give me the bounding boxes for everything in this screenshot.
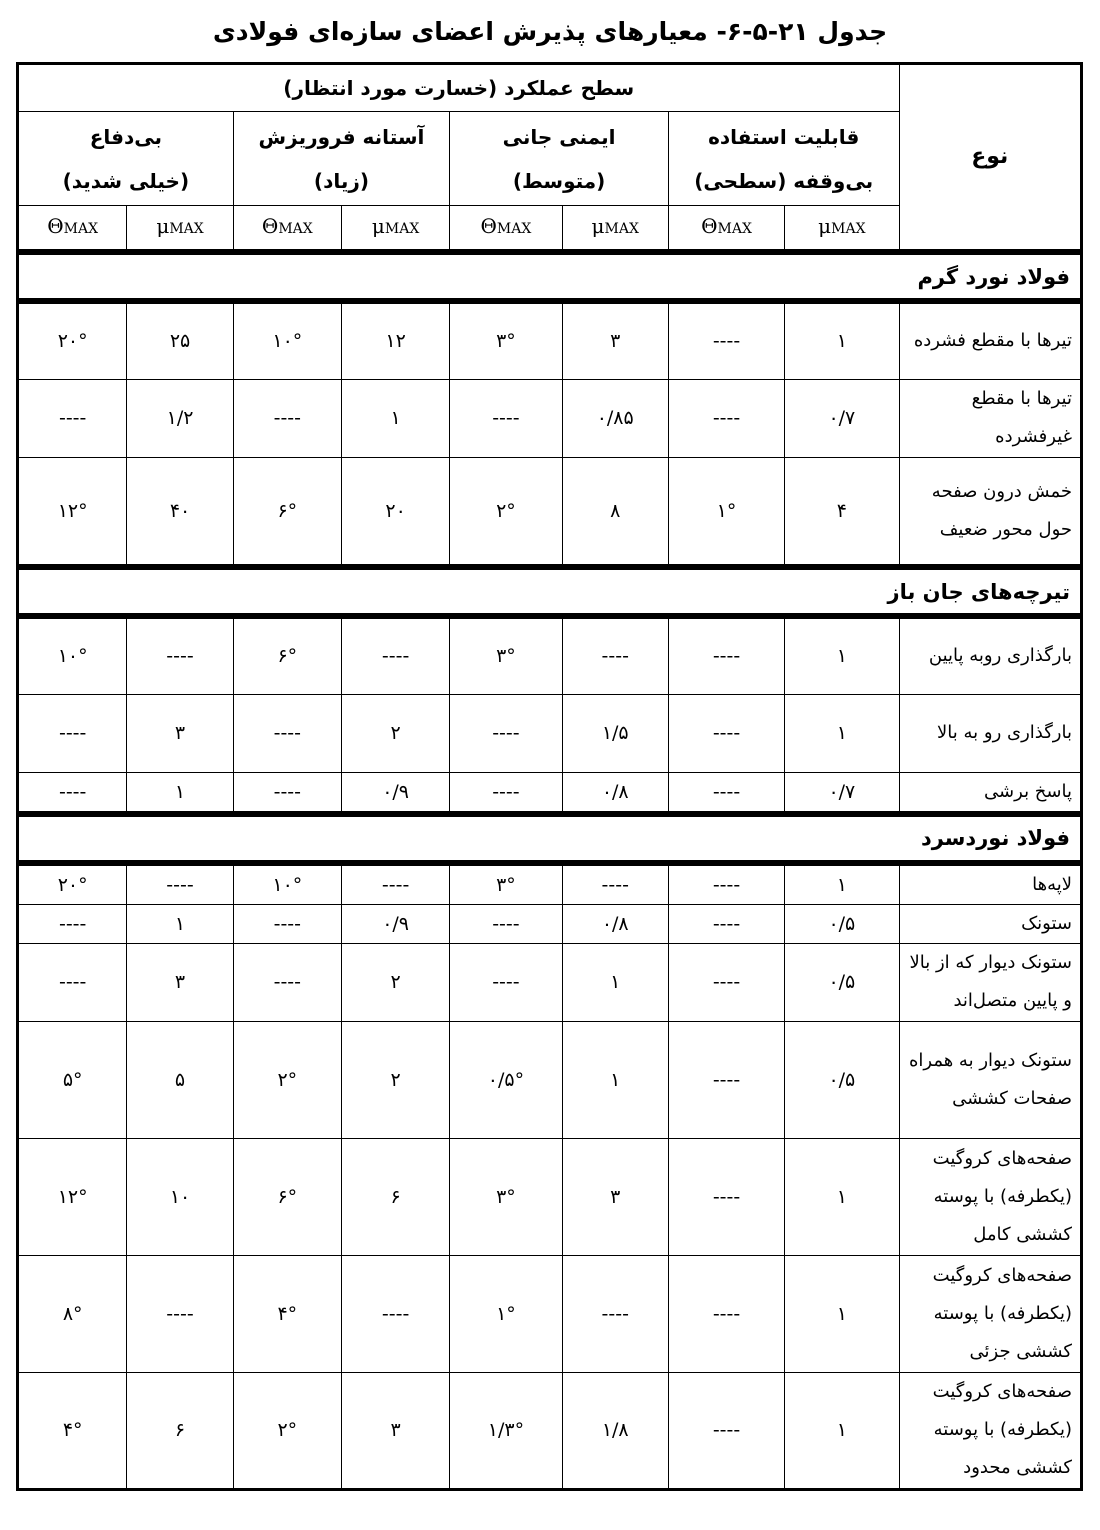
mu-max-cell: ۸ xyxy=(562,457,668,567)
theta-max-header: ΘMAX xyxy=(18,206,127,253)
member-type-cell: تیرها با مقطع فشرده xyxy=(899,301,1082,379)
theta-max-cell: ---- xyxy=(668,1021,784,1138)
table-row xyxy=(18,1138,1082,1255)
performance-level-header: سطح عملکرد (خسارت مورد انتظار) xyxy=(18,64,900,112)
theta-max-cell: ---- xyxy=(18,943,127,1021)
theta-max-cell: ---- xyxy=(450,943,562,1021)
type-header: نوع xyxy=(899,64,1082,253)
theta-max-cell: ۲° xyxy=(233,1021,341,1138)
section-title: فولاد نورد گرم xyxy=(18,252,1082,301)
mu-max-cell: ۲ xyxy=(341,1021,449,1138)
mu-max-header: μMAX xyxy=(785,206,899,253)
theta-max-cell: ۱۲° xyxy=(18,1138,127,1255)
table-body xyxy=(18,252,1082,1489)
mu-max-cell: ---- xyxy=(341,863,449,905)
mu-max-cell: ---- xyxy=(341,616,449,694)
table-row xyxy=(18,457,1082,567)
theta-max-cell: ۱۰° xyxy=(233,863,341,905)
mu-max-cell: ۰/۸ xyxy=(562,904,668,943)
theta-max-cell: ---- xyxy=(233,904,341,943)
section-row xyxy=(18,252,1082,301)
table-row xyxy=(18,772,1082,814)
mu-max-cell: ---- xyxy=(341,1255,449,1372)
mu-max-header: μMAX xyxy=(341,206,449,253)
theta-max-cell: ---- xyxy=(450,772,562,814)
mu-max-cell: ۲۰ xyxy=(341,457,449,567)
mu-max-cell: ۱ xyxy=(785,1372,899,1489)
theta-max-cell: ---- xyxy=(450,379,562,457)
section-title: فولاد نوردسرد xyxy=(18,814,1082,863)
theta-max-cell: ---- xyxy=(233,694,341,772)
mu-max-cell: ۱ xyxy=(785,1255,899,1372)
mu-max-cell: ۲ xyxy=(341,694,449,772)
mu-max-cell: ۳ xyxy=(562,301,668,379)
mu-max-cell: ۴ xyxy=(785,457,899,567)
table-title: جدول ۲۱-۵-۶- معیارهای پذیرش اعضای سازه‌ای فولادی xyxy=(212,17,888,46)
member-type-cell: تیرها با مقطع غیرفشرده xyxy=(899,379,1082,457)
mu-max-cell: ۱ xyxy=(785,694,899,772)
member-type-cell: خمش درون صفحه حول محور ضعیف xyxy=(899,457,1082,567)
table-row xyxy=(18,1021,1082,1138)
theta-max-cell: ۰/۵° xyxy=(450,1021,562,1138)
theta-max-cell: ---- xyxy=(450,694,562,772)
member-type-cell: صفحه‌های کروگیت (یکطرفه) با پوسته کششی جزئی xyxy=(899,1255,1082,1372)
mu-max-cell: ---- xyxy=(562,616,668,694)
mu-max-cell: ۰/۹ xyxy=(341,772,449,814)
theta-max-cell: ۴° xyxy=(233,1255,341,1372)
table-row xyxy=(18,1372,1082,1489)
member-type-cell: بارگذاری روبه پایین xyxy=(899,616,1082,694)
mu-max-cell: ۰/۸۵ xyxy=(562,379,668,457)
theta-max-cell: ---- xyxy=(233,943,341,1021)
theta-max-cell: ---- xyxy=(668,1138,784,1255)
mu-max-cell: ۱ xyxy=(785,863,899,905)
theta-max-cell: ---- xyxy=(18,904,127,943)
theta-max-cell: ۴° xyxy=(18,1372,127,1489)
section-row xyxy=(18,814,1082,863)
theta-max-cell: ---- xyxy=(668,616,784,694)
mu-max-cell: ۱ xyxy=(562,943,668,1021)
acceptance-criteria-table-container xyxy=(16,62,1083,1491)
mu-max-cell: ۰/۹ xyxy=(341,904,449,943)
mu-max-cell: ۱/۲ xyxy=(127,379,233,457)
member-type-cell: ستونک دیوار به همراه صفحات کششی xyxy=(899,1021,1082,1138)
theta-max-cell: ---- xyxy=(668,863,784,905)
mu-max-cell: ۵ xyxy=(127,1021,233,1138)
table-row xyxy=(18,616,1082,694)
table-row xyxy=(18,904,1082,943)
theta-max-cell: ۱° xyxy=(668,457,784,567)
table-row xyxy=(18,694,1082,772)
mu-max-cell: ---- xyxy=(127,1255,233,1372)
theta-max-cell: ---- xyxy=(18,772,127,814)
theta-max-cell: ---- xyxy=(668,694,784,772)
theta-max-cell: ۲° xyxy=(233,1372,341,1489)
member-type-cell: صفحه‌های کروگیت (یکطرفه) با پوسته کششی محدود xyxy=(899,1372,1082,1489)
mu-max-cell: ۱۰ xyxy=(127,1138,233,1255)
table-row xyxy=(18,1255,1082,1372)
member-type-cell: بارگذاری رو به بالا xyxy=(899,694,1082,772)
theta-max-cell: ---- xyxy=(668,379,784,457)
theta-max-cell: ---- xyxy=(668,301,784,379)
section-row xyxy=(18,567,1082,616)
mu-max-cell: ۱ xyxy=(127,904,233,943)
mu-max-cell: ۱/۵ xyxy=(562,694,668,772)
theta-max-header: ΘMAX xyxy=(668,206,784,253)
mu-max-cell: ۴۰ xyxy=(127,457,233,567)
mu-max-cell: ۰/۵ xyxy=(785,904,899,943)
theta-max-header: ΘMAX xyxy=(450,206,562,253)
mu-max-cell: ۳ xyxy=(341,1372,449,1489)
mu-max-cell: ۱ xyxy=(341,379,449,457)
theta-max-cell: ---- xyxy=(668,772,784,814)
theta-max-cell: ۸° xyxy=(18,1255,127,1372)
member-type-cell: ستونک xyxy=(899,904,1082,943)
section-title: تیرچه‌های جان باز xyxy=(18,567,1082,616)
theta-max-cell: ۱/۳° xyxy=(450,1372,562,1489)
theta-max-cell: ۳° xyxy=(450,301,562,379)
table-row xyxy=(18,943,1082,1021)
mu-max-cell: ---- xyxy=(127,616,233,694)
mu-max-header: μMAX xyxy=(127,206,233,253)
theta-max-cell: ۱° xyxy=(450,1255,562,1372)
theta-max-cell: ۳° xyxy=(450,616,562,694)
theta-max-cell: ---- xyxy=(668,1255,784,1372)
mu-max-cell: ---- xyxy=(562,863,668,905)
mu-max-cell: ۱ xyxy=(785,616,899,694)
level-header-immediate-occupancy: قابلیت استفاده بی‌وقفه (سطحی) xyxy=(668,112,899,206)
member-type-cell: لاپه‌ها xyxy=(899,863,1082,905)
mu-max-cell: ۲۵ xyxy=(127,301,233,379)
theta-max-cell: ---- xyxy=(668,904,784,943)
theta-max-cell: ۵° xyxy=(18,1021,127,1138)
mu-max-cell: ۶ xyxy=(341,1138,449,1255)
mu-max-cell: ۲ xyxy=(341,943,449,1021)
theta-max-cell: ۶° xyxy=(233,1138,341,1255)
mu-max-cell: ۱ xyxy=(785,301,899,379)
mu-max-header: μMAX xyxy=(562,206,668,253)
mu-max-cell: ۳ xyxy=(562,1138,668,1255)
mu-max-cell: ۰/۷ xyxy=(785,772,899,814)
theta-max-header: ΘMAX xyxy=(233,206,341,253)
theta-max-cell: ۱۰° xyxy=(233,301,341,379)
theta-max-cell: ---- xyxy=(668,943,784,1021)
mu-max-cell: ۳ xyxy=(127,694,233,772)
theta-max-cell: ---- xyxy=(668,1372,784,1489)
theta-max-cell: ۳° xyxy=(450,1138,562,1255)
mu-max-cell: ---- xyxy=(562,1255,668,1372)
theta-max-cell: ---- xyxy=(233,379,341,457)
mu-max-cell: ۶ xyxy=(127,1372,233,1489)
member-type-cell: ستونک دیوار که از بالا و پایین متصل‌اند xyxy=(899,943,1082,1021)
level-header-collapse-prevention: آستانه فروریزش (زیاد) xyxy=(233,112,450,206)
mu-max-cell: ۱ xyxy=(562,1021,668,1138)
table-row xyxy=(18,863,1082,905)
mu-max-cell: ۰/۸ xyxy=(562,772,668,814)
mu-max-cell: ۰/۵ xyxy=(785,943,899,1021)
member-type-cell: صفحه‌های کروگیت (یکطرفه) با پوسته کششی کامل xyxy=(899,1138,1082,1255)
mu-max-cell: ۱/۸ xyxy=(562,1372,668,1489)
theta-max-cell: ۶° xyxy=(233,457,341,567)
theta-max-cell: ۶° xyxy=(233,616,341,694)
theta-max-cell: ---- xyxy=(450,904,562,943)
theta-max-cell: ---- xyxy=(18,694,127,772)
theta-max-cell: ---- xyxy=(18,379,127,457)
table-row xyxy=(18,379,1082,457)
mu-max-cell: ۱ xyxy=(785,1138,899,1255)
level-header-life-safety: ایمنی جانی (متوسط) xyxy=(450,112,669,206)
theta-max-cell: ۱۰° xyxy=(18,616,127,694)
mu-max-cell: ۰/۵ xyxy=(785,1021,899,1138)
mu-max-cell: ---- xyxy=(127,863,233,905)
mu-max-cell: ۱۲ xyxy=(341,301,449,379)
level-header-defenseless: بی‌دفاع (خیلی شدید) xyxy=(18,112,234,206)
theta-max-cell: ۳° xyxy=(450,863,562,905)
theta-max-cell: ۲° xyxy=(450,457,562,567)
mu-max-cell: ۱ xyxy=(127,772,233,814)
theta-max-cell: ۲۰° xyxy=(18,301,127,379)
mu-max-cell: ۳ xyxy=(127,943,233,1021)
member-type-cell: پاسخ برشی xyxy=(899,772,1082,814)
mu-max-cell: ۰/۷ xyxy=(785,379,899,457)
theta-max-cell: ---- xyxy=(233,772,341,814)
acceptance-criteria-table xyxy=(16,62,1083,1491)
table-row xyxy=(18,301,1082,379)
theta-max-cell: ۲۰° xyxy=(18,863,127,905)
theta-max-cell: ۱۲° xyxy=(18,457,127,567)
